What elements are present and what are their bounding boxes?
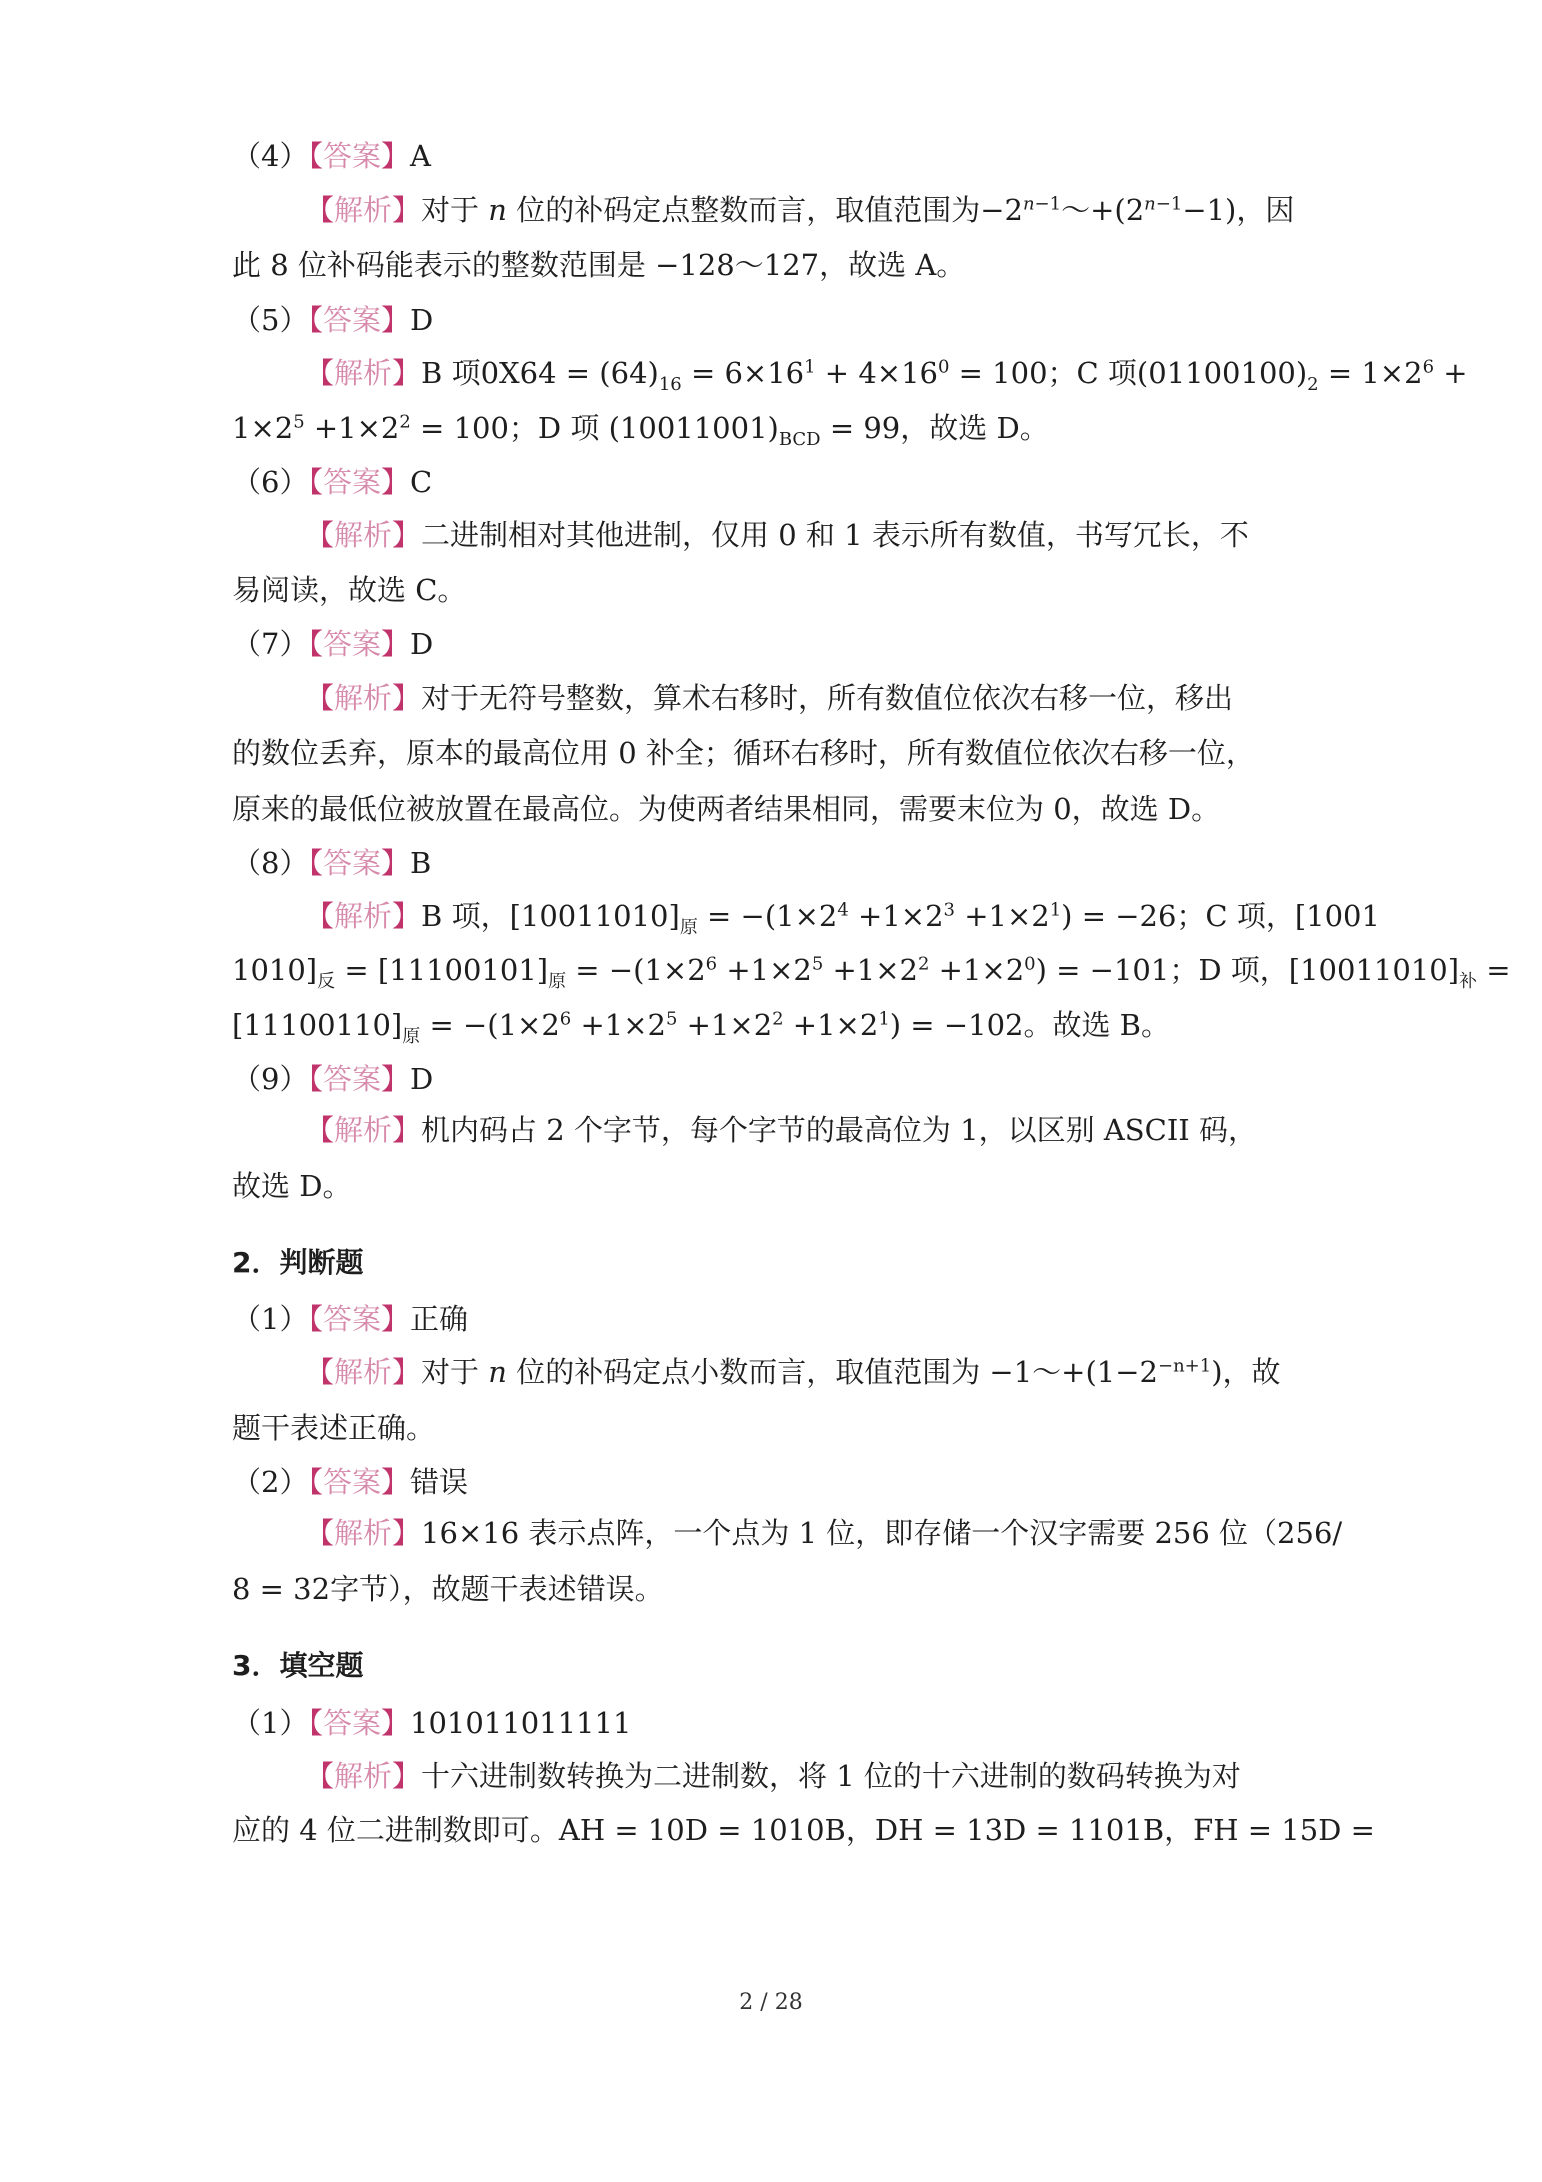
answer-tag: 【答案】 xyxy=(308,465,410,499)
page-number: 2 / 28 xyxy=(739,1990,803,2015)
q8-analysis-line-3: $[11100110]_原 = -(1\times 2^6 +1\times 2^5 +1\times 2^2 +1\times 2^1) = -102$。故选 B。 xyxy=(232,1008,1170,1047)
analysis-tag: 【解析】 xyxy=(305,1516,422,1550)
answer-tag: 【答案】 xyxy=(308,1302,410,1336)
q5-answer-line xyxy=(232,300,1322,340)
answer-value: D xyxy=(410,303,434,337)
q8-analysis-line-1: 【解析】B 项，$[10011010]_原 = -(1\times 2^4 +1\times 2^3 +1\times 2^1) = -26$；C 项，[1001 xyxy=(305,899,1380,938)
s3-q1-analysis-line-1: 【解析】十六进制数转换为二进制数，将 1 位的十六进制的数码转换为对 xyxy=(305,1759,1241,1793)
q9-analysis-line-2: 故选 D。 xyxy=(232,1169,352,1203)
analysis-tag: 【解析】 xyxy=(305,1759,422,1793)
q9-answer-line xyxy=(232,1059,1322,1099)
analysis-tag: 【解析】 xyxy=(305,1355,422,1389)
s3-q1-analysis-line-2: 应的 4 位二进制数即可。AH = 10D = 1010B，DH = 13D = 1101B，FH = 15D = xyxy=(232,1813,1375,1847)
s2-q2-answer-line xyxy=(232,1462,1322,1502)
q7-analysis-line-2: 的数位丢弃，原本的最高位用 0 补全；循环右移时，所有数值位依次右移一位， xyxy=(232,736,1255,770)
q4-analysis-line-1: 【解析】对于 n 位的补码定点整数而言，取值范围为$-2^{n-1}\sim+(2^{n-1}-1)$，因 xyxy=(305,193,1295,227)
question-number: （6） xyxy=(232,465,309,499)
q7-answer-line xyxy=(232,624,1322,664)
s2-q2-analysis-line-2: 8 = 32字节），故题干表述错误。 xyxy=(232,1572,664,1606)
analysis-tag: 【解析】 xyxy=(305,899,422,933)
s2-q1-analysis-line-1: 【解析】对于 n 位的补码定点小数而言，取值范围为 $-1\sim+(1-2^{-n+1})$，故 xyxy=(305,1355,1281,1389)
question-number: （8） xyxy=(232,846,309,880)
answer-tag: 【答案】 xyxy=(308,846,410,880)
section-heading-fill-blank: 3．填空题 xyxy=(232,1649,364,1682)
q6-analysis-line-2: 易阅读，故选 C。 xyxy=(232,573,467,607)
analysis-tag: 【解析】 xyxy=(305,518,422,552)
section-heading-judgement: 2．判断题 xyxy=(232,1246,364,1279)
q7-analysis-line-3: 原来的最低位被放置在最高位。为使两者结果相同，需要末位为 0，故选 D。 xyxy=(232,792,1221,826)
analysis-tag: 【解析】 xyxy=(305,193,422,227)
q6-answer-line xyxy=(232,462,1322,502)
q8-answer-line xyxy=(232,843,1322,883)
q4-answer-line xyxy=(232,136,1322,176)
answer-value: 101011011111 xyxy=(410,1706,632,1740)
answer-tag: 【答案】 xyxy=(308,1062,410,1096)
answer-value: 错误 xyxy=(410,1465,469,1499)
q8-analysis-line-2: $1010]_反 = [11100101]_原 = -(1\times 2^6 +1\times 2^5 +1\times 2^2 +1\times 2^0) = -101$；D 项，$[10011010]_补$ = xyxy=(232,953,1511,992)
answer-tag: 【答案】 xyxy=(308,303,410,337)
question-number: （7） xyxy=(232,627,309,661)
analysis-tag: 【解析】 xyxy=(305,1113,422,1147)
q9-analysis-line-1: 【解析】机内码占 2 个字节，每个字节的最高位为 1，以区别 ASCII 码， xyxy=(305,1113,1257,1147)
question-number: （1） xyxy=(232,1302,309,1336)
answer-tag: 【答案】 xyxy=(308,139,410,173)
s2-q2-analysis-line-1: 【解析】16×16 表示点阵，一个点为 1 位，即存储一个汉字需要 256 位（256/ xyxy=(305,1516,1343,1550)
s2-q1-answer-line xyxy=(232,1299,1322,1339)
question-number: （5） xyxy=(232,303,309,337)
question-number: （1） xyxy=(232,1706,309,1740)
answer-value: B xyxy=(410,846,432,880)
question-number: （2） xyxy=(232,1465,309,1499)
analysis-tag: 【解析】 xyxy=(305,356,422,390)
answer-value: 正确 xyxy=(410,1302,469,1336)
q5-analysis-line-2: $1\times 2^5 +1\times 2^2 = 100$；D 项 $(10011001)_{BCD} = 99$，故选 D。 xyxy=(232,411,1049,450)
answer-value: C xyxy=(410,465,433,499)
q5-analysis-line-1: 【解析】B 项$0X64 = (64)_{16} = 6\times 16^1 + 4\times 16^0 = 100$；C 项$(01100100)_2 = 1\times 2^6$ + xyxy=(305,356,1468,395)
answer-tag: 【答案】 xyxy=(308,1465,410,1499)
answer-tag: 【答案】 xyxy=(308,627,410,661)
q4-analysis-line-2: 此 8 位补码能表示的整数范围是 −128～127，故选 A。 xyxy=(232,248,966,282)
q6-analysis-line-1: 【解析】二进制相对其他进制，仅用 0 和 1 表示所有数值，书写冗长，不 xyxy=(305,518,1249,552)
s2-q1-analysis-line-2: 题干表述正确。 xyxy=(232,1411,436,1445)
question-number: （4） xyxy=(232,139,309,173)
question-number: （9） xyxy=(232,1062,309,1096)
answer-value: D xyxy=(410,627,434,661)
answer-value: A xyxy=(410,139,431,173)
q7-analysis-line-1: 【解析】对于无符号整数，算术右移时，所有数值位依次右移一位，移出 xyxy=(305,681,1234,715)
answer-value: D xyxy=(410,1062,434,1096)
analysis-tag: 【解析】 xyxy=(305,681,422,715)
answer-tag: 【答案】 xyxy=(308,1706,410,1740)
s3-q1-answer-line xyxy=(232,1703,1322,1743)
